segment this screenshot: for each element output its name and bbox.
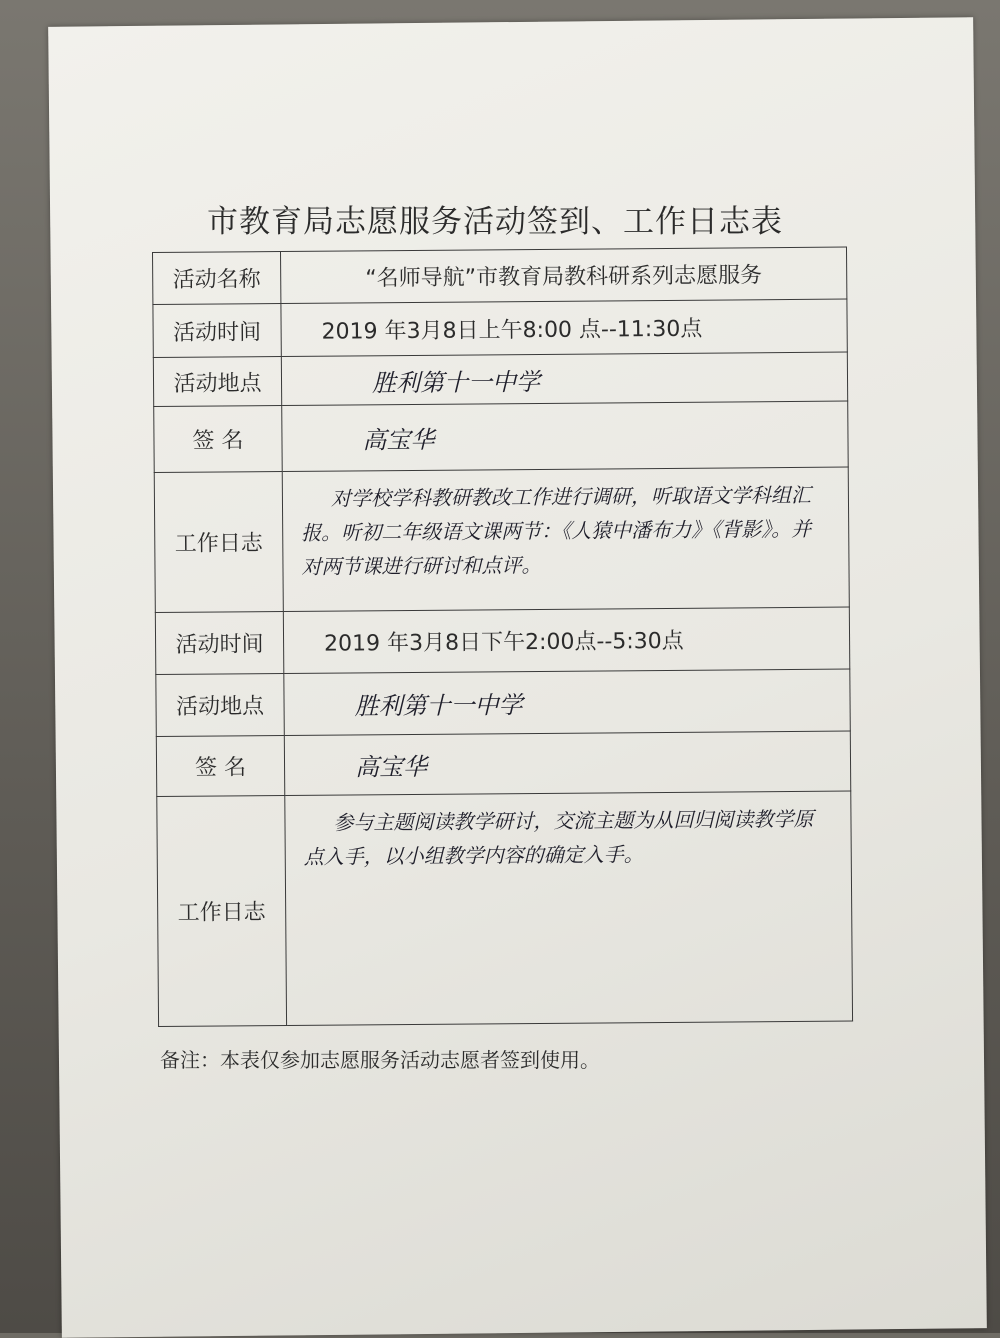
- session1-location-label: 活动地点: [153, 356, 281, 406]
- session2-log-text: 参与主题阅读教学研讨，交流主题为从回归阅读教学原点入手，以小组教学内容的确定入手。: [285, 791, 853, 1025]
- session2-location-label: 活动地点: [156, 673, 284, 736]
- table-row: [154, 467, 849, 612]
- session2-log-label: 工作日志: [157, 795, 287, 1026]
- session1-time-label: 活动时间: [153, 303, 281, 357]
- table-row: [153, 299, 847, 357]
- session2-location-value: 胜利第十一中学: [284, 669, 850, 735]
- session1-sign-label: 签 名: [154, 405, 283, 472]
- table-row: [154, 401, 848, 472]
- activity-name-value: “名师导航”市教育局教科研系列志愿服务: [280, 247, 846, 303]
- session1-log-label: 工作日志: [154, 471, 283, 612]
- table-row: [155, 607, 849, 674]
- session2-sign-label: 签 名: [156, 735, 284, 796]
- footnote: 备注：本表仅参加志愿服务活动志愿者签到使用。: [160, 1048, 600, 1072]
- session2-signature: 高宝华: [284, 731, 850, 795]
- signin-log-table: [152, 247, 853, 1027]
- session1-log-text: 对学校学科教研教改工作进行调研，听取语文学科组汇报。听初二年级语文课两节：《人猿中潘布力》《背影》。并对两节课进行研讨和点评。: [282, 467, 849, 611]
- table-row: [153, 247, 847, 304]
- session1-time-value: 2019 年3月8日上午8:00 点--11:30点: [281, 299, 847, 356]
- table-row: [156, 669, 850, 736]
- session2-time-value: 2019 年3月8日下午2:00点--5:30点: [283, 607, 849, 673]
- table-row: [156, 731, 850, 796]
- session1-signature: 高宝华: [282, 401, 849, 471]
- table-row: [153, 352, 847, 406]
- session1-location-value: 胜利第十一中学: [281, 352, 847, 405]
- page-title: 市教育局志愿服务活动签到、工作日志表: [207, 204, 783, 240]
- session2-time-label: 活动时间: [155, 611, 283, 674]
- activity-name-label: 活动名称: [153, 251, 281, 304]
- table-row: [157, 791, 853, 1026]
